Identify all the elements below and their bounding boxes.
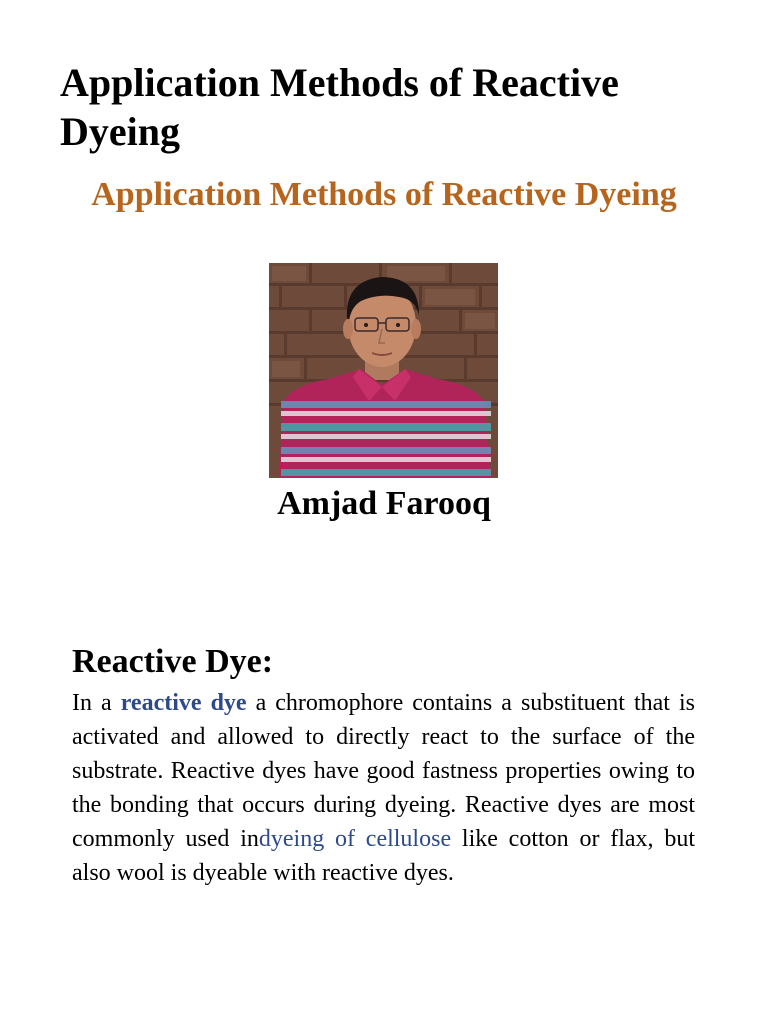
link-reactive-dye[interactable]: reactive dye <box>120 690 247 716</box>
author-name: Amjad Farooq <box>277 485 491 522</box>
section-heading: Reactive Dye: <box>72 643 274 680</box>
link-dyeing-of-cellulose[interactable]: dyeing of cellulose <box>258 826 452 852</box>
document-subtitle: Application Methods of Reactive Dyeing <box>91 176 677 213</box>
author-photo <box>269 263 498 478</box>
section-paragraph <box>72 686 695 890</box>
document-title: Application Methods of Reactive Dyeing <box>60 60 619 154</box>
paragraph-text: a chromophore contains a substituent that is activated and allowed to directly react to the surface of the substrate. Reactive dyes have good fastness properties owing to the bonding that occurs during dyeing. Reactive dyes are most commonly used in <box>72 690 695 852</box>
paragraph-text: like cotton or flax, but also wool is dyeable with reactive dyes. <box>72 826 695 886</box>
paragraph-text: In a <box>72 690 121 716</box>
